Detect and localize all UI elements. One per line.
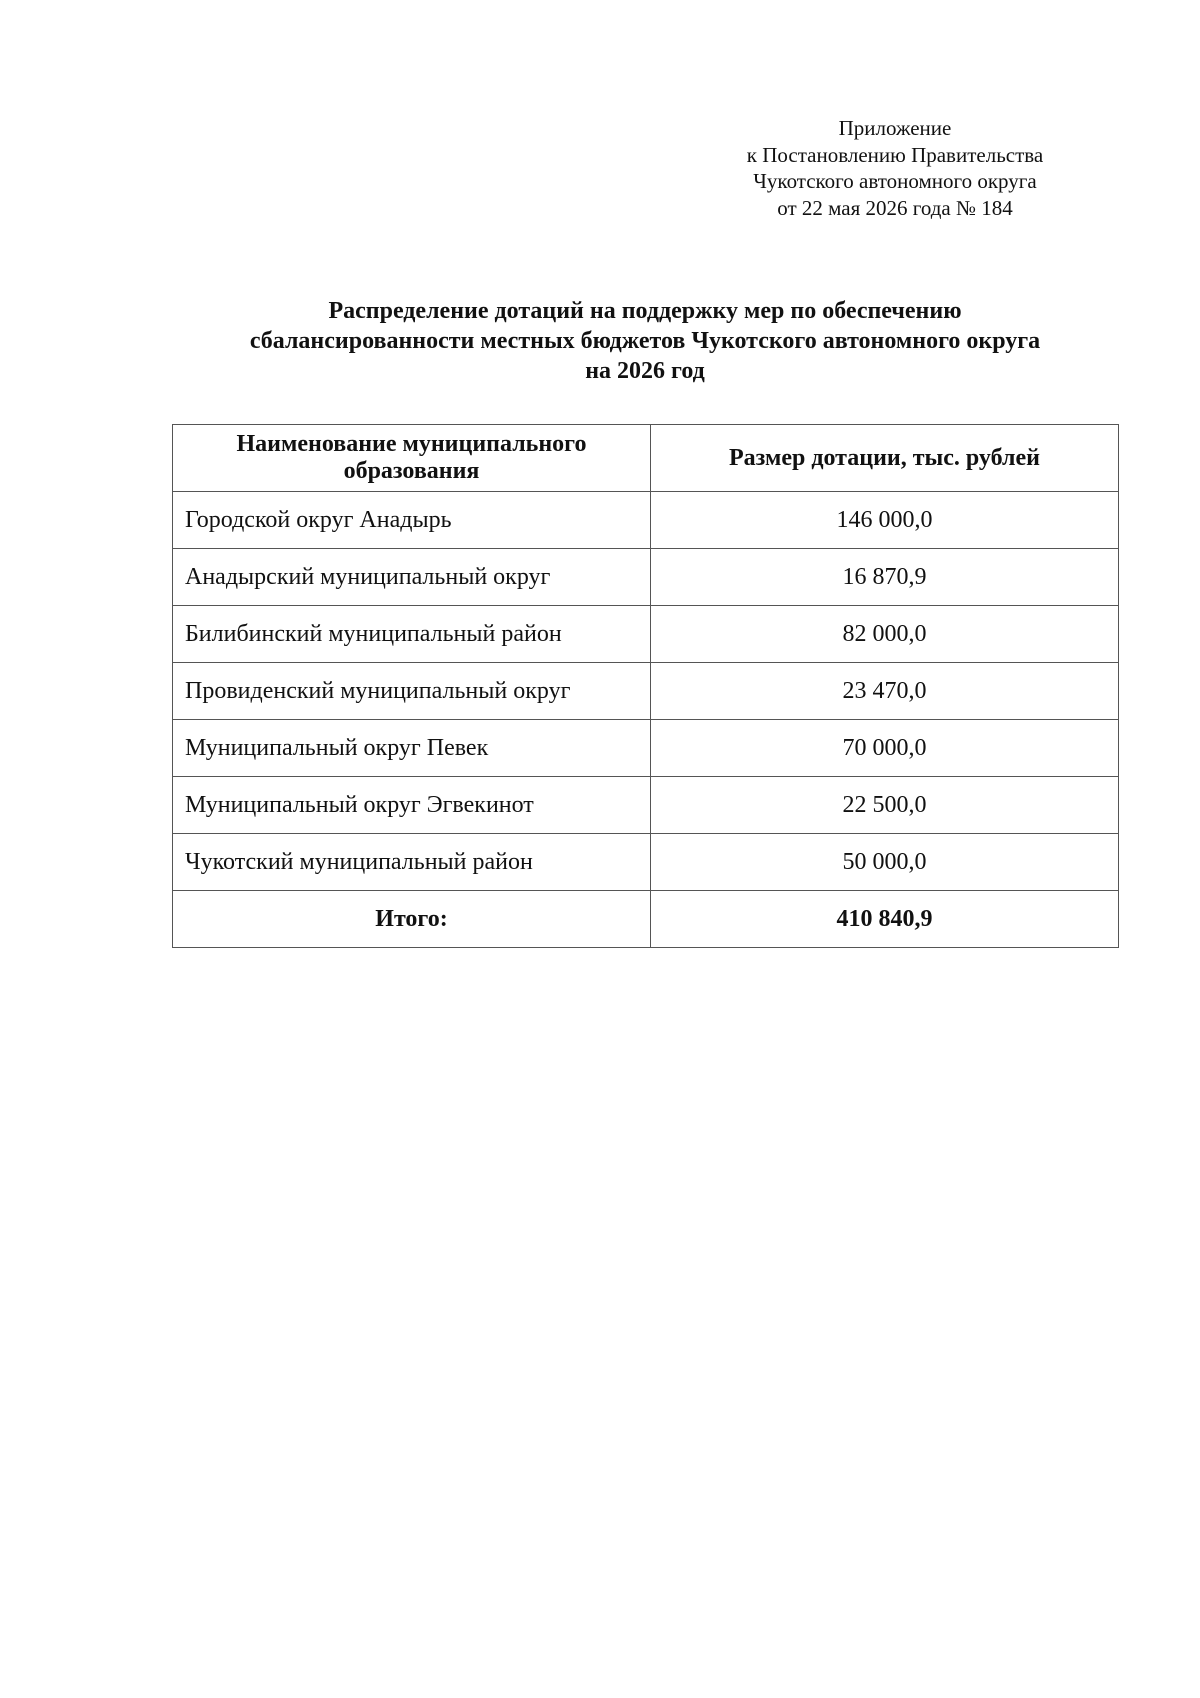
total-row [173, 891, 1119, 948]
table-row [173, 606, 1119, 663]
table-header-row [173, 425, 1119, 492]
appendix-line: Чукотского автономного округа [753, 169, 1037, 193]
document-title [120, 296, 1170, 386]
municipality-name: Провиденский муниципальный округ [173, 663, 651, 720]
subsidy-amount: 16 870,9 [651, 549, 1119, 606]
appendix-line: Приложение [838, 116, 952, 140]
municipality-name: Билибинский муниципальный район [173, 606, 651, 663]
header-municipality: Наименование муниципального образования [173, 425, 651, 492]
table-row [173, 663, 1119, 720]
subsidy-amount: 70 000,0 [651, 720, 1119, 777]
total-amount: 410 840,9 [651, 891, 1119, 948]
subsidy-amount: 82 000,0 [651, 606, 1119, 663]
municipality-name: Чукотский муниципальный район [173, 834, 651, 891]
table-row [173, 834, 1119, 891]
title-line: сбалансированности местных бюджетов Чукотского автономного округа [249, 328, 1041, 354]
municipality-name: Муниципальный округ Певек [173, 720, 651, 777]
appendix-line: к Постановлению Правительства [746, 142, 1044, 167]
total-label: Итого: [173, 891, 651, 948]
municipality-name: Анадырский муниципальный округ [173, 549, 651, 606]
subsidy-amount: 50 000,0 [651, 834, 1119, 891]
subsidy-amount: 22 500,0 [651, 777, 1119, 834]
table-row [173, 777, 1119, 834]
municipality-name: Муниципальный округ Эгвекинот [173, 777, 651, 834]
table-row [173, 549, 1119, 606]
subsidy-amount: 146 000,0 [651, 492, 1119, 549]
title-line: Распределение дотаций на поддержку мер по обеспечению [328, 298, 962, 324]
municipality-name: Городской округ Анадырь [173, 492, 651, 549]
header-subsidy-amount: Размер дотации, тыс. рублей [651, 425, 1119, 492]
subsidy-amount: 23 470,0 [651, 663, 1119, 720]
subsidy-table [172, 424, 1119, 948]
table-row [173, 720, 1119, 777]
table-row [173, 492, 1119, 549]
appendix-header [700, 115, 1090, 221]
title-line: на 2026 год [585, 358, 705, 384]
appendix-line: от 22 мая 2026 года № 184 [777, 195, 1013, 220]
